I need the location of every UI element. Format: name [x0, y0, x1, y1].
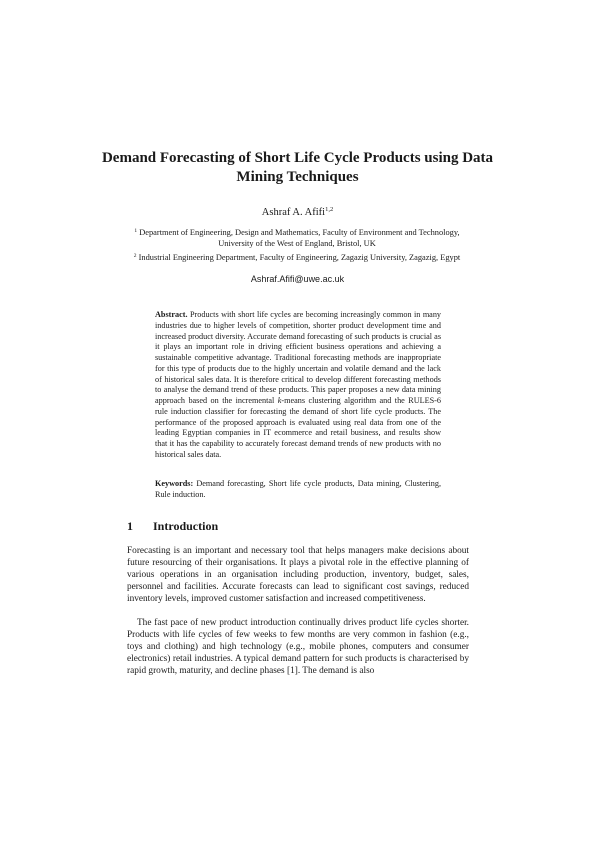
abstract-label: Abstract.	[155, 310, 188, 319]
abstract-k-letter: k	[277, 396, 282, 405]
author-email[interactable]: Ashraf.Afifi@uwe.ac.uk	[250, 274, 345, 284]
abstract-text-part-1: Products with short life cycles are becoming increasingly common in many industries due to higher levels of competition, shorter product development time and increased product diversity. Accurate demand forecasting of such products is crucial as it plays an important role in driving efficient business operations and achieving a sustainable competitive advantage. Traditional forecasting methods are inappropriate for this type of products due to the highly uncertain and volatile demand and the lack of historical sales data. It is therefore critical to develop different forecasting methods to analyse the demand trend of these products. This paper proposes a new data mining approach based on the incremental	[155, 310, 442, 405]
author-affiliation-marks: 1,2	[325, 206, 334, 213]
section-heading	[127, 519, 218, 534]
affiliation-text: Department of Engineering, Design and Mathematics, Faculty of Environment and Technology, University of the West of England, Bristol, UK	[139, 228, 460, 248]
affiliation-1	[126, 226, 468, 249]
body-paragraph: Forecasting is an important and necessary tool that helps managers make decisions about future resourcing of their organisations. It plays a pivotal role in the effective planning of various operations in an organisation including production, inventory, budget, sales, personnel and facilities. Accurate forecasts can lead to significant cost savings, reduced inventory levels, improved customer satisfaction and increased competitiveness.	[127, 546, 469, 604]
affiliation-mark: 1	[134, 228, 138, 234]
affiliation-mark: 2	[133, 253, 137, 259]
keywords-text: Demand forecasting, Short life cycle products, Data mining, Clustering, Rule induction.	[155, 479, 442, 499]
keywords	[155, 479, 441, 501]
section-number: 1	[127, 519, 133, 533]
affiliation-2	[126, 251, 468, 263]
author-name: Ashraf A. Afifi	[261, 207, 326, 218]
keywords-label: Keywords:	[155, 479, 194, 488]
section-title: Introduction	[153, 519, 219, 533]
affiliation-text: Industrial Engineering Department, Faculty of Engineering, Zagazig University, Zagazig, Egypt	[138, 253, 461, 262]
paper-title: Demand Forecasting of Short Life Cycle Products using Data Mining Techniques	[101, 150, 494, 185]
abstract-text-part-2: -means clustering algorithm and the RULES-6 rule induction classifier for forecasting the demand of short life cycle products. The performance of the proposed approach is evaluated using real data from one of the leading Egyptian companies in IT ecommerce and retail business, and results show that it has the capability to accurately forecast demand trends of new products with no historical sales data.	[155, 396, 441, 459]
body-paragraph: The fast pace of new product introduction continually drives product life cycles shorter. Products with life cycles of few weeks to few months are very common in fashion (e.g., toys and clothing) and high technology (e.g., mobile phones, computers and consumer electronics) retail industries. A typical demand pattern for such products is characterised by rapid growth, maturity, and decline phases [1]. The demand is also	[127, 618, 469, 676]
abstract	[155, 310, 441, 461]
author	[0, 206, 595, 218]
